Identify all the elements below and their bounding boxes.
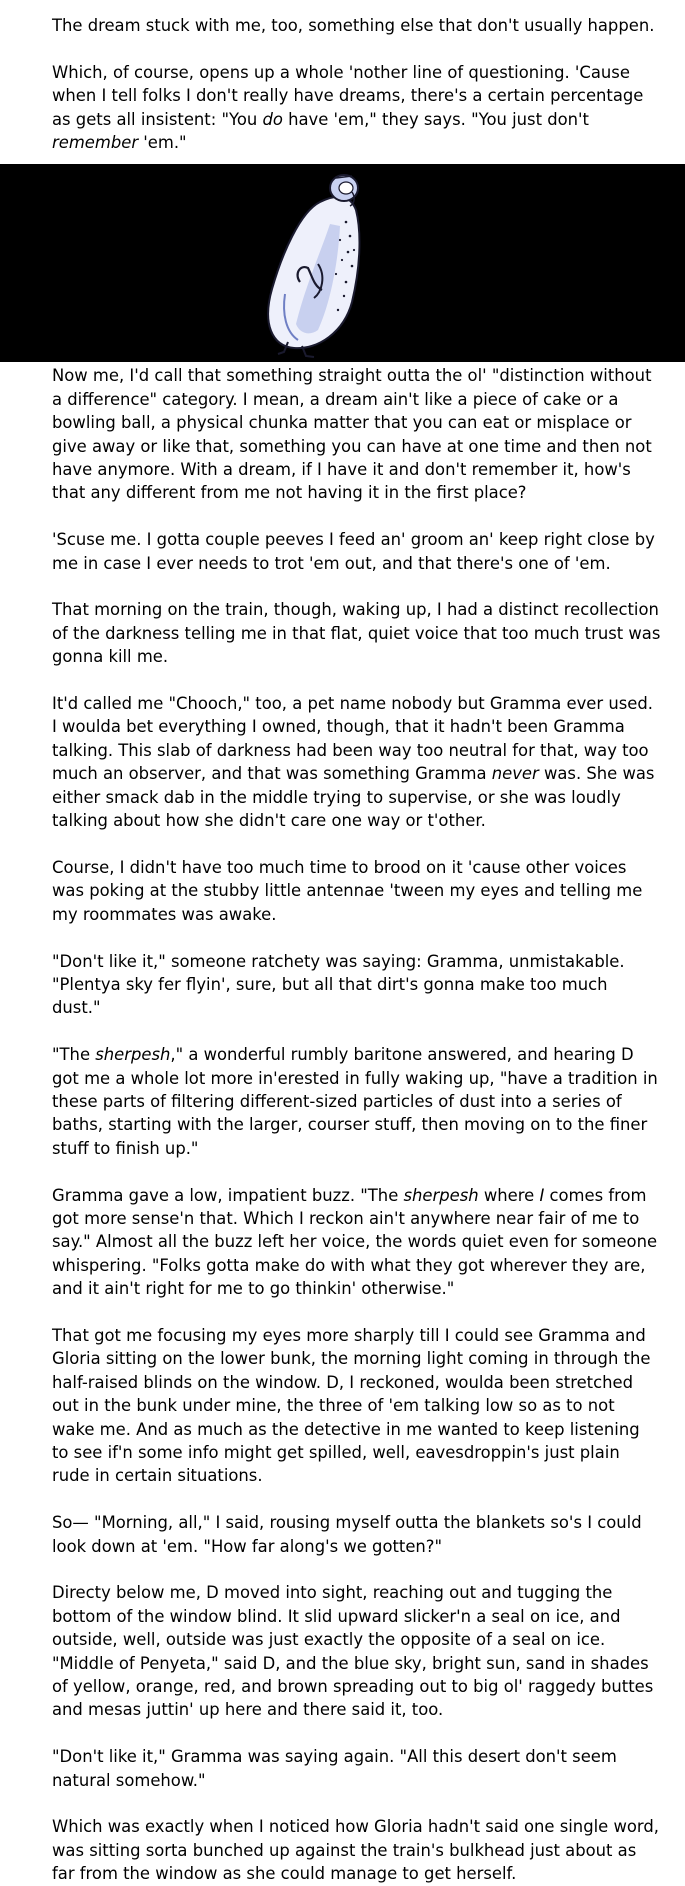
text-run: comes from got more sense'n that. Which I reckon ain't anywhere near fair of me to say." Almost all the buzz left her voice, the words quiet even for someone whispering. "Folks gotta make do with what they got wherever they are, and it ain't right for me to go thinkin' otherwise."	[52, 1185, 658, 1299]
story-paragraph	[52, 692, 661, 832]
story-paragraph	[52, 1043, 661, 1160]
text-run: Course, I didn't have too much time to brood on it 'cause other voices was poking at the stubby little antennae 'tween my eyes and telling me my roommates was awake.	[52, 857, 643, 924]
text-run: Directy below me, D moved into sight, reaching out and tugging the bottom of the window blind. It slid upward slicker'n a seal on ice, and outside, well, outside was just exactly the opposite of a seal on ice. "Middle of Penyeta," said D, and the blue sky, bright sun, sand in shades of yellow, orange, red, and brown spreading out to big ol' raggedy buttes and mesas juttin' up here and there said it, too.	[52, 1583, 654, 1720]
text-section-bottom	[0, 362, 685, 1885]
text-run: The dream stuck with me, too, something else that don't usually happen.	[52, 16, 655, 35]
story-paragraph	[52, 1511, 661, 1558]
story-paragraph	[52, 856, 661, 926]
emphasis-text: sherpesh	[403, 1185, 479, 1205]
story-paragraph	[52, 1815, 661, 1885]
emphasis-text: remember	[52, 133, 139, 153]
emphasis-text: never	[491, 764, 539, 784]
text-run: That morning on the train, though, waking up, I had a distinct recollection of the darkness telling me in that flat, quiet voice that too much trust was gonna kill me.	[52, 600, 661, 667]
text-run: Which, of course, opens up a whole 'nother line of questioning. 'Cause when I tell folks I don't really have dreams, there's a certain percentage as gets all insistent: "You	[52, 62, 644, 129]
text-run: where	[478, 1185, 540, 1205]
text-run: Which was exactly when I noticed how Gloria hadn't said one single word, was sitting sorta bunched up against the train's bulkhead just about as far from the window as she could manage to get herself.	[52, 1817, 659, 1884]
text-run: That got me focusing my eyes more sharply till I could see Gramma and Gloria sitting on the lower bunk, the morning light coming in through the half-raised blinds on the window. D, I reckoned, woulda been stretched out in the bunk under mine, the three of 'em talking low so as to not wake me. And as much as the detective in me wanted to keep listening to see if'n some info might get spilled, well, eavesdroppin's just plain rude in certain situations.	[52, 1325, 651, 1486]
story-paragraph	[52, 61, 661, 155]
moth-figure-illustration	[0, 164, 685, 362]
emphasis-text: I	[539, 1185, 545, 1205]
text-run: "Don't like it," Gramma was saying again. "All this desert don't seem natural somehow."	[52, 1747, 617, 1790]
story-paragraph	[52, 364, 661, 504]
text-run: 'Scuse me. I gotta couple peeves I feed an' groom an' keep right close by me in case I ever needs to trot 'em out, and that there's one of 'em.	[52, 530, 655, 573]
story-paragraph	[52, 1745, 661, 1792]
illustration-panel	[0, 164, 685, 362]
emphasis-text: sherpesh	[95, 1045, 171, 1065]
story-paragraph	[52, 14, 661, 37]
story-paragraph	[52, 950, 661, 1020]
text-run: It'd called me "Chooch," too, a pet name nobody but Gramma ever used. I woulda bet everything I owned, though, that it hadn't been Gramma talking. This slab of darkness had been way too neutral for that, way too much an observer, and that was something Gramma	[52, 694, 653, 784]
text-run: have 'em," they says. "You just don't	[282, 109, 589, 129]
text-run: ," a wonderful rumbly baritone answered, and hearing D got me a whole lot more in'erested in fully waking up, "have a tradition in these parts of filtering different-sized particles of dust into a series of baths, starting with the larger, courser stuff, then moving on to the finer stuff to finish up."	[52, 1045, 658, 1158]
text-run: 'em."	[138, 133, 187, 153]
text-run: "The	[52, 1045, 96, 1065]
story-paragraph	[52, 1184, 661, 1301]
story-paragraph	[52, 528, 661, 575]
story-paragraph	[52, 1581, 661, 1721]
emphasis-text: do	[262, 109, 283, 129]
text-run: Now me, I'd call that something straight outta the ol' "distinction without a difference" category. I mean, a dream ain't like a piece of cake or a bowling ball, a physical chunka matter that you can eat or misplace or give away or like that, something you can have at one time and then not have anymore. With a dream, if I have it and don't remember it, how's that any different from me not having it in the first place?	[52, 366, 652, 503]
text-run: So— "Morning, all," I said, rousing myself outta the blankets so's I could look down at 'em. "How far along's we gotten?"	[52, 1513, 642, 1556]
text-section-top	[0, 0, 685, 154]
text-run: Gramma gave a low, impatient buzz. "The	[52, 1185, 404, 1205]
text-run: was. She was either smack dab in the middle trying to supervise, or she was loudly talking about how she didn't care one way or t'other.	[52, 764, 655, 831]
text-run: "Don't like it," someone ratchety was saying: Gramma, unmistakable. "Plentya sky fer flyin', sure, but all that dirt's gonna make too much dust."	[52, 951, 625, 1018]
story-paragraph	[52, 598, 661, 668]
story-paragraph	[52, 1324, 661, 1488]
